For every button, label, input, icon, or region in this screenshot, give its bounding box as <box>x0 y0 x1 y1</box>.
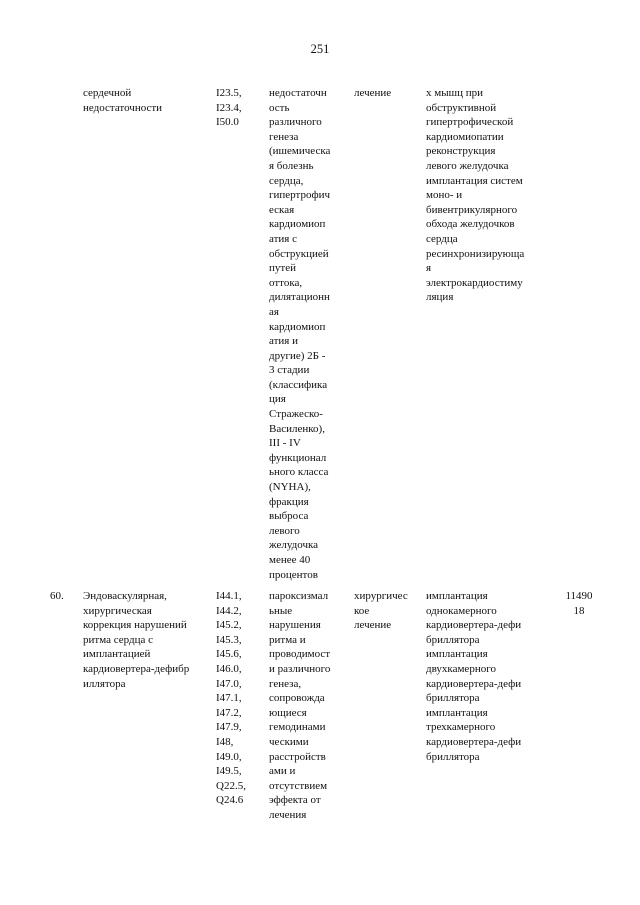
care-type-name: Эндоваскулярная, хирургическая коррекция нарушений ритма сердца с имплантацией кардиовертера-дефибр иллятора <box>83 590 190 690</box>
patient-model: недостаточн ость различного генеза (ишемическа я болезнь сердца, гипертрофич еская кардиомиоп атия с обструкцией путей оттока, дилятационн ая кардиомиоп атия и другие) 2Б - 3 стадии (классифика ция Стражеско- Василенко), III - IV функционал ьного класса (NYHA), фракция выброса левого желудочка менее 40 процентов <box>269 87 331 581</box>
treatment-method: х мышц при обструктивной гипертрофической кардиомиопатии реконструкция левого желудочка имплантация систем моно- и бивентрикулярного обхода желудочков сердца ресинхронизирующа я электрокардиостиму ляция <box>426 87 525 304</box>
standard-cost: 11490 18 <box>565 590 593 617</box>
page-number: 251 <box>310 42 330 56</box>
row-number: 60. <box>50 590 64 602</box>
patient-model: пароксизмал ьные нарушения ритма и проводимост и различного генеза, сопровожда ющиеся гемодинами ческими расстройств ами и отсутствием эффекта от лечения <box>269 590 331 821</box>
treatment-type: хирургичес кое лечение <box>354 590 408 632</box>
icd-codes: I44.1, I44.2, I45.2, I45.3, I45.6, I46.0, I47.0, I47.1, I47.2, I47.9, I48, I49.0, I49.5, Q22.5, Q24.6 <box>216 590 246 807</box>
icd-codes: I23.5, I23.4, I50.0 <box>216 87 242 129</box>
treatment-method: имплантация однокамерного кардиовертера-дефи бриллятора имплантация двухкамерного кардиовертера-дефи бриллятора имплантация трехкамерного кардиовертера-дефи бриллятора <box>426 590 522 763</box>
care-type-name: сердечной недостаточности <box>83 87 163 114</box>
treatment-type: лечение <box>354 87 392 99</box>
